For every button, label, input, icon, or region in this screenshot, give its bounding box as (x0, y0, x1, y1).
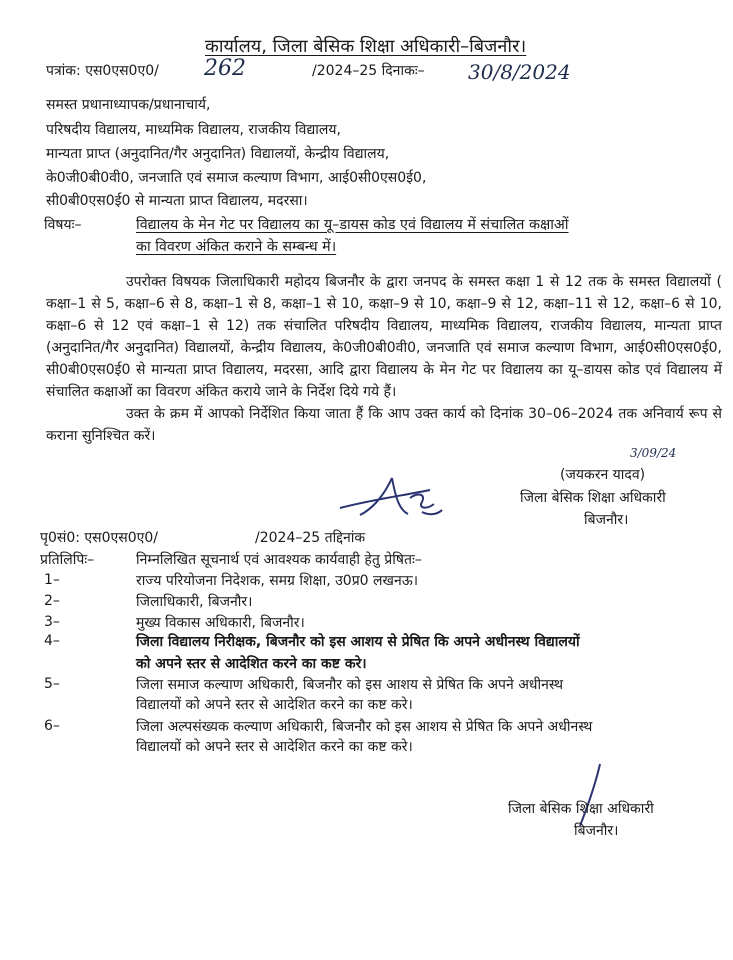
cc-label: प्रतिलिपिः– (40, 552, 95, 568)
endorsement-ref: पृ0सं0: एस0एस0ए0/ (40, 530, 158, 546)
addressee-line: सी0बी0एस0ई0 से मान्यता प्राप्त विद्यालय, मदरसा। (46, 193, 308, 209)
cc-item-number: 1– (44, 572, 60, 588)
cc-item-number: 5– (44, 676, 60, 692)
addressee-line: समस्त प्रधानाध्यापक/प्रधानाचार्य, (46, 97, 211, 113)
cc-item-line: विद्यालयों को अपने स्तर से आदेशित करने का कष्ट करे। (136, 697, 413, 713)
cc-item-line: मुख्य विकास अधिकारी, बिजनौर। (136, 615, 305, 631)
signatory-designation: जिला बेसिक शिक्षा अधिकारी (508, 801, 654, 817)
cc-item-line: जिला विद्यालय निरीक्षक, बिजनौर को इस आशय से प्रेषित कि अपने अधीनस्थ विद्यालयों (136, 634, 580, 650)
addressee-line: मान्यता प्राप्त (अनुदानित/गैर अनुदानित) विद्यालयों, केन्द्रीय विद्यालय, (46, 146, 390, 162)
date-handwritten: 30/8/2024 (468, 60, 571, 84)
ref-prefix: पत्रांक: एस0एस0ए0/ (46, 63, 159, 79)
signature-stroke (570, 760, 610, 830)
cc-item-number: 2– (44, 593, 60, 609)
ref-number-handwritten: 262 (204, 56, 246, 81)
body-paragraph-2: उक्त के क्रम में आपको निर्देशित किया जाता हैं कि आप उक्त कार्य को दिनांक 30–06–2024 तक अनिवार्य रूप से कराना सुनिश्चित करें। (46, 406, 722, 444)
endorsement-year: /2024–25 तद्दिनांक (255, 530, 366, 546)
cc-item-line: विद्यालयों को अपने स्तर से आदेशित करने का कष्ट करे। (136, 739, 413, 755)
subject-line: का विवरण अंकित कराने के सम्बन्ध में। (136, 239, 337, 255)
body-paragraph-1: उपरोक्त विषयक जिलाधिकारी महोदय बिजनौर के द्वारा जनपद के समस्त कक्षा 1 से 12 तक के समस्त विद्यालयों ( कक्षा–1 से 5, कक्षा–6 से 8, कक्षा–1 से 8, कक्षा–1 से 10, कक्षा–9 से 10, कक्षा–9 से 12, कक्षा–11 से 12, कक्षा–6 से 10, कक्षा–6 से 12 एवं कक्षा–1 से 12) तक संचालित परिषदीय विद्यालय, माध्यमिक विद्यालय, राजकीय विद्यालय, मान्यता प्राप्त (अनुदानित/गैर अनुदानित) विद्यालयों, केन्द्रीय विद्यालय, के0जी0बी0वी0, जनजाति एवं समाज कल्याण विभाग, आई0सी0एस0ई0, सी0बी0एस0ई0 से मान्यता प्राप्त विद्यालय, मदरसा, आदि द्वारा विद्यालय के मेन गेट पर विद्यालय का यू–डायस कोड एवं विद्यालय में संचालित कक्षाओं का विवरण अंकित कराये जाने के निर्देश दिये गये हैं। (46, 274, 722, 400)
signatory-name: (जयकरन यादव) (560, 467, 646, 483)
signatory-place: बिजनौर। (574, 823, 619, 839)
cc-item-number: 6– (44, 718, 60, 734)
cc-item-number: 3– (44, 614, 60, 630)
addressee-line: के0जी0बी0वी0, जनजाति एवं समाज कल्याण विभाग, आई0सी0एस0ई0, (46, 170, 427, 186)
cc-intro: निम्नलिखित सूचनार्थ एवं आवश्यक कार्यवाही हेतु प्रेषितः– (136, 552, 422, 568)
cc-item-line: को अपने स्तर से आदेशित करने का कष्ट करे। (136, 656, 367, 672)
subject-line: विद्यालय के मेन गेट पर विद्यालय का यू–डायस कोड एवं विद्यालय में संचालित कक्षाओं (136, 217, 569, 233)
body-text (46, 271, 722, 447)
signatory-designation: जिला बेसिक शिक्षा अधिकारी (520, 490, 666, 506)
cc-item-line: जिला समाज कल्याण अधिकारी, बिजनौर को इस आशय से प्रेषित कि अपने अधीनस्थ (136, 677, 564, 693)
addressee-line: परिषदीय विद्यालय, माध्यमिक विद्यालय, राजकीय विद्यालय, (46, 122, 341, 138)
cc-item-line: जिलाधिकारी, बिजनौर। (136, 594, 253, 610)
subject-label: विषयः– (44, 217, 82, 233)
cc-item-line: जिला अल्पसंख्यक कल्याण अधिकारी, बिजनौर को इस आशय से प्रेषित कि अपने अधीनस्थ (136, 719, 593, 735)
office-title: कार्यालय, जिला बेसिक शिक्षा अधिकारी–बिजनौर। (205, 36, 527, 57)
cc-item-line: राज्य परियोजना निदेशक, समग्र शिक्षा, उ0प्र0 लखनऊ। (136, 573, 419, 589)
signature-scribble (330, 470, 450, 530)
cc-item-number: 4– (44, 633, 60, 649)
ref-year: /2024–25 दिनाकः– (312, 63, 425, 79)
signature-date-handwritten: 3/09/24 (630, 446, 677, 460)
signatory-place: बिजनौर। (584, 512, 629, 528)
